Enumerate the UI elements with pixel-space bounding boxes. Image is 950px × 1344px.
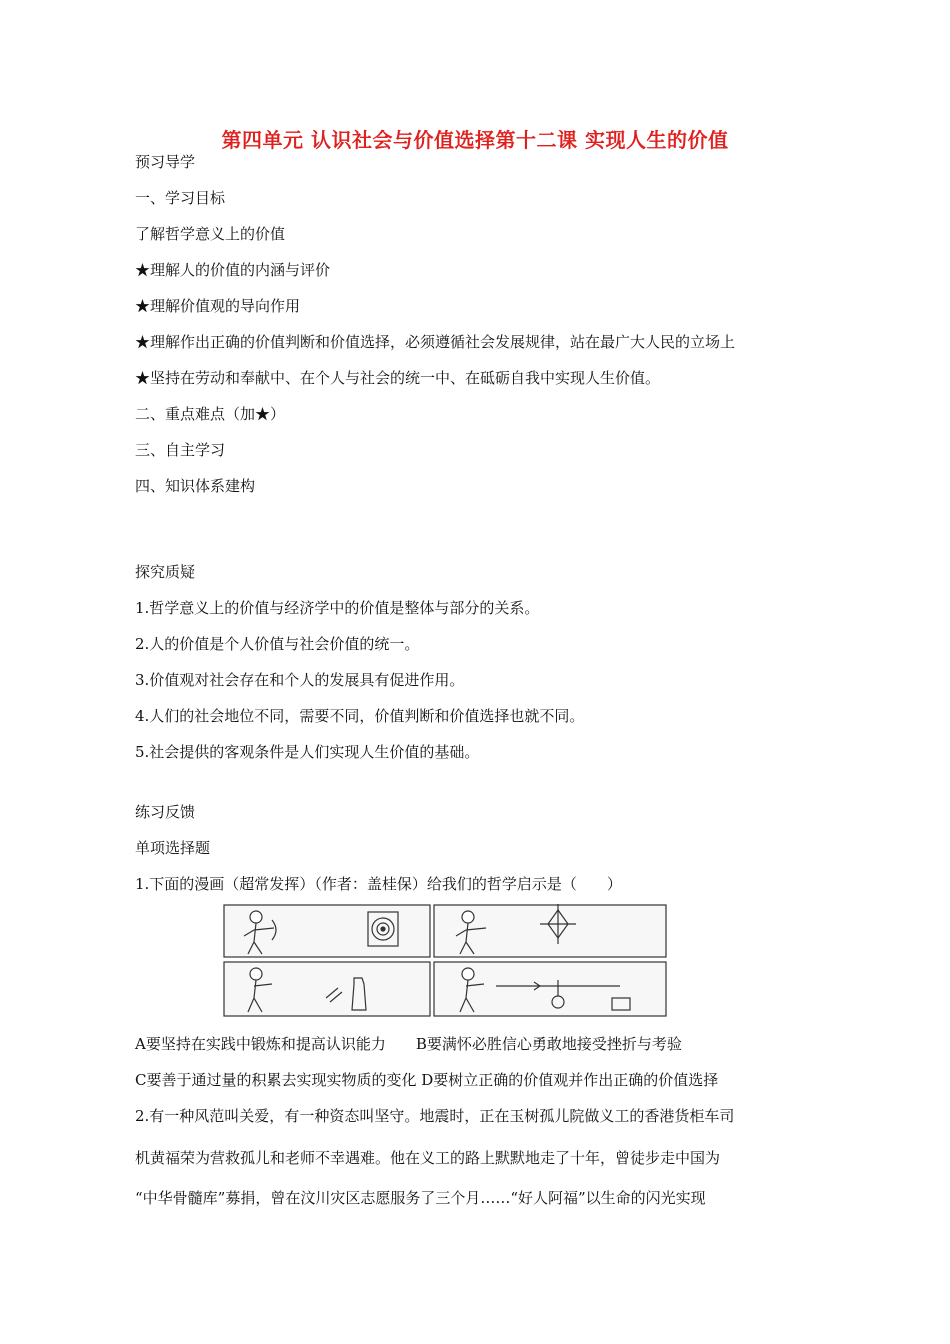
- inquiry-item: 2.人的价值是个人价值与社会价值的统一。: [135, 635, 420, 653]
- inquiry-item: 1.哲学意义上的价值与经济学中的价值是整体与部分的关系。: [135, 599, 540, 617]
- option-d: D要树立正确的价值观并作出正确的价值选择: [421, 1071, 719, 1089]
- section-heading-practice: 练习反馈: [135, 803, 196, 821]
- option-b: B要满怀必胜信心勇敢地接受挫折与考验: [415, 1035, 682, 1053]
- key-points-heading: 二、重点难点（加★）: [135, 405, 286, 423]
- option-c-d: [135, 1070, 718, 1090]
- goal-item: ★坚持在劳动和奉献中、在个人与社会的统一中、在砥砺自我中实现人生价值。: [135, 369, 661, 387]
- question-type: 单项选择题: [135, 839, 211, 857]
- question-2-line: “中华骨髓库”募捐，曾在汶川灾区志愿服务了三个月……“好人阿福”以生命的闪光实现: [135, 1189, 706, 1207]
- option-a: A要坚持在实践中锻炼和提高认识能力: [135, 1035, 386, 1053]
- knowledge-heading: 四、知识体系建构: [135, 477, 256, 495]
- inquiry-item: 4.人们的社会地位不同，需要不同，价值判断和价值选择也就不同。: [135, 707, 585, 725]
- comic-image: [200, 902, 668, 1018]
- question-2-line: 机黄福荣为营救孤儿和老师不幸遇难。他在义工的路上默默地走了十年，曾徒步走中国为: [135, 1149, 721, 1167]
- goal-item: 了解哲学意义上的价值: [135, 225, 286, 243]
- goals-heading: 一、学习目标: [135, 189, 226, 207]
- option-a-b: [135, 1034, 682, 1054]
- question-2-line: 2.有一种风范叫关爱，有一种资态叫坚守。地震时，正在玉树孤儿院做义工的香港货柜车司: [135, 1107, 735, 1125]
- page-title: 第四单元 认识社会与价值选择第十二课 实现人生的价值: [221, 128, 729, 152]
- section-heading-preview: 预习导学: [135, 153, 196, 171]
- option-c: C要善于通过量的积累去实现实物质的变化: [135, 1071, 417, 1089]
- inquiry-item: 3.价值观对社会存在和个人的发展具有促进作用。: [135, 671, 465, 689]
- goal-item: ★理解作出正确的价值判断和价值选择，必须遵循社会发展规律，站在最广大人民的立场上: [135, 333, 736, 351]
- section-heading-inquiry: 探究质疑: [135, 563, 196, 581]
- goal-item: ★理解价值观的导向作用: [135, 297, 301, 315]
- goal-item: ★理解人的价值的内涵与评价: [135, 261, 331, 279]
- inquiry-item: 5.社会提供的客观条件是人们实现人生价值的基础。: [135, 743, 480, 761]
- self-study-heading: 三、自主学习: [135, 441, 226, 459]
- question-1-stem: 1.下面的漫画（超常发挥）（作者：盖桂保）给我们的哲学启示是（ ）: [135, 875, 622, 893]
